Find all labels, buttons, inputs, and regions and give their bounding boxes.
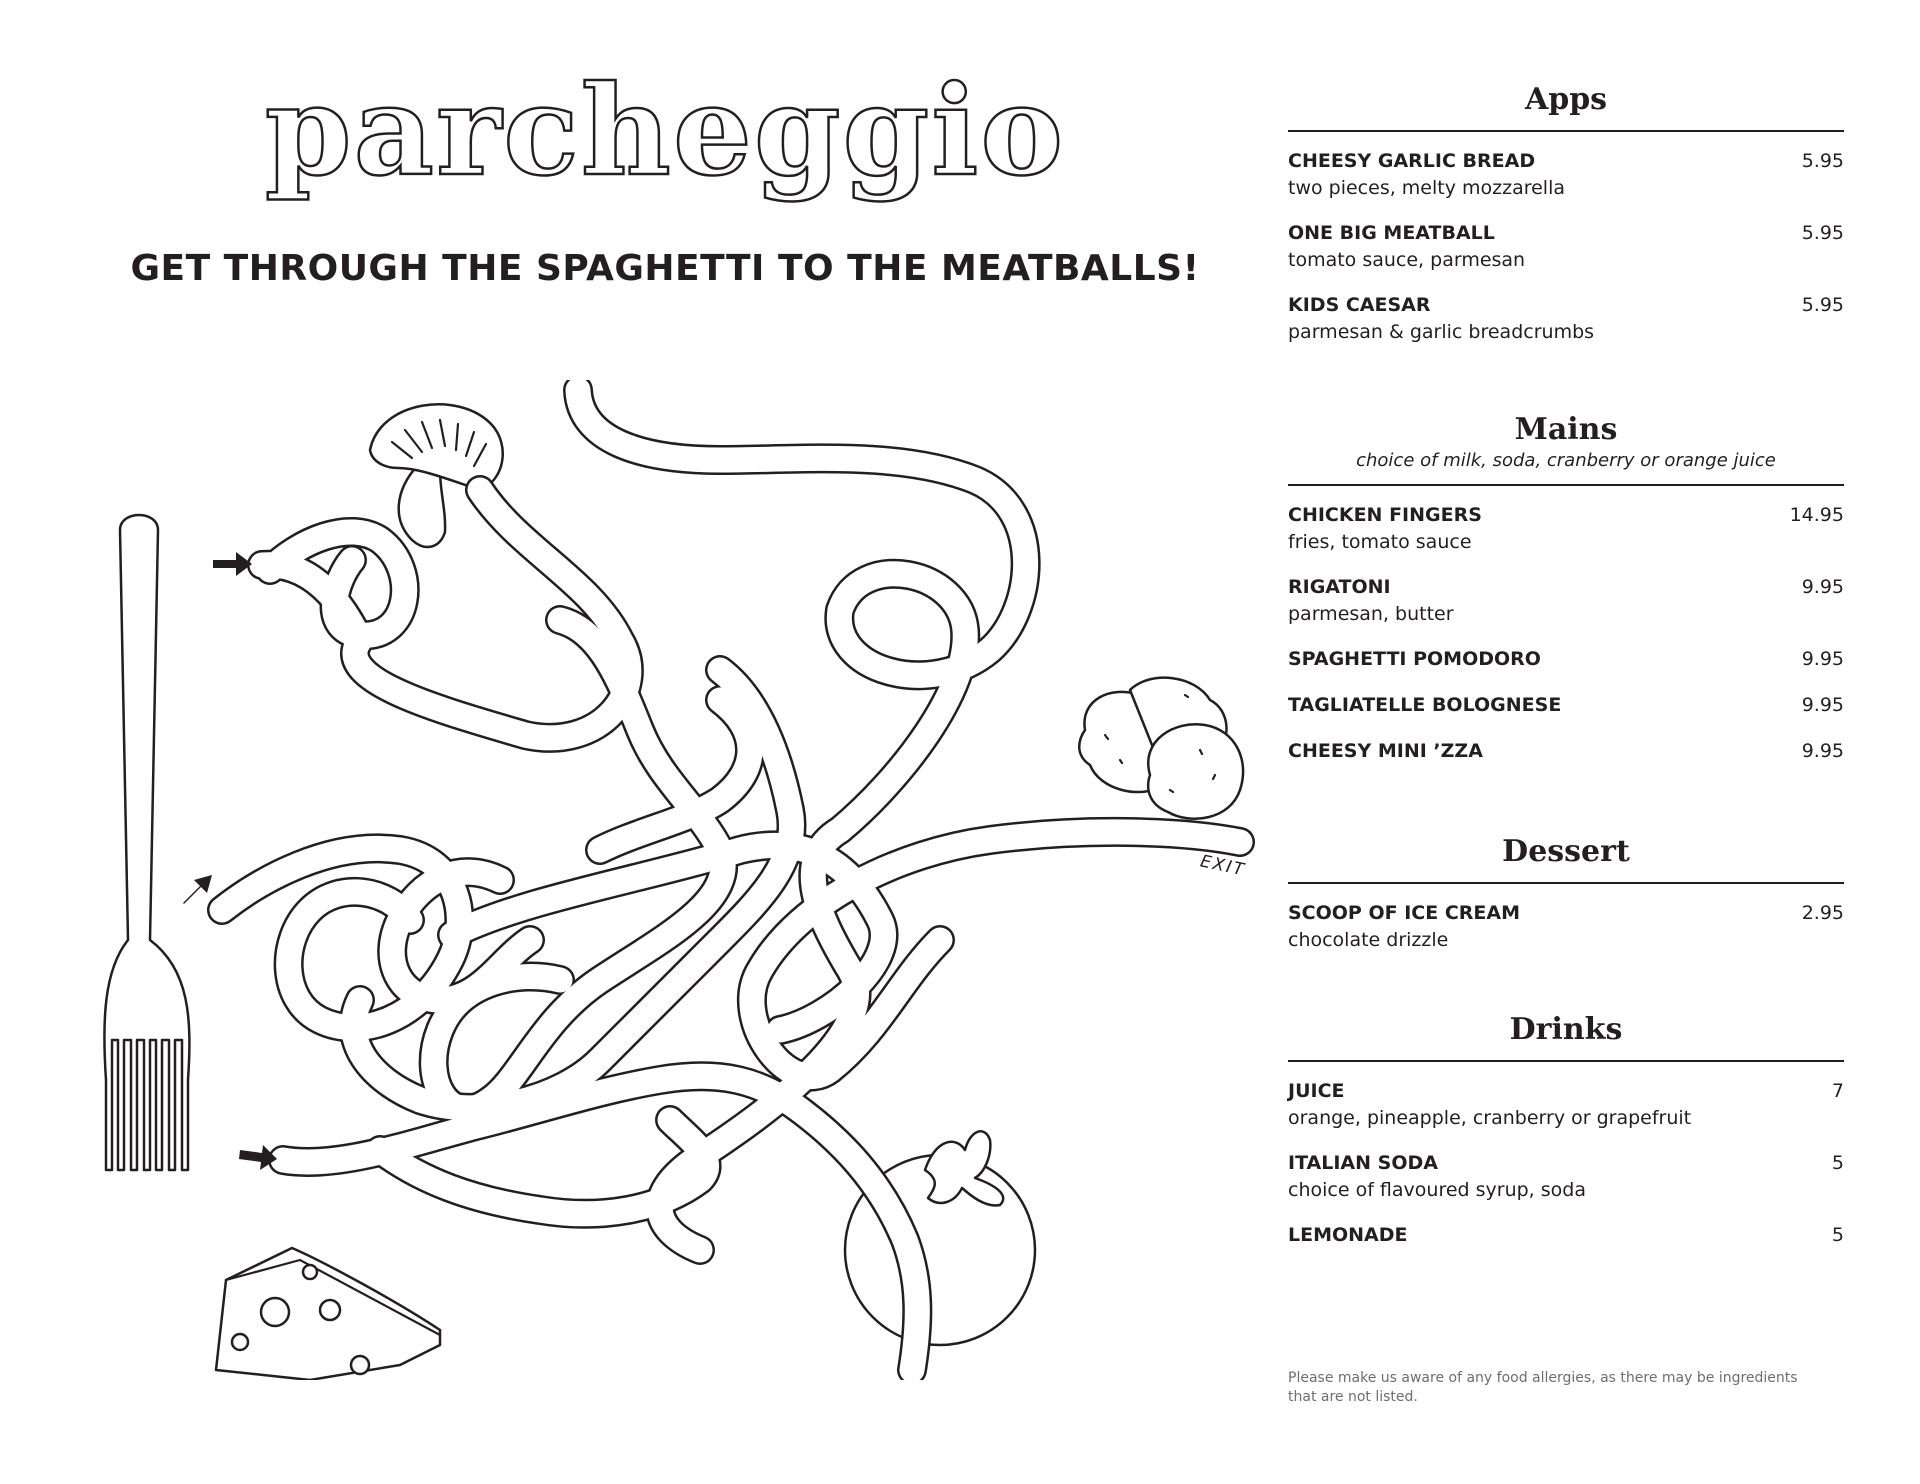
menu-section-apps [1288,80,1844,346]
item-price: 9.95 [1801,648,1844,670]
item-price: 5 [1831,1224,1844,1246]
item-price: 14.95 [1789,504,1844,526]
item-description: parmesan, butter [1288,603,1454,625]
maze-headline: GET THROUGH THE SPAGHETTI TO THE MEATBALLS! [130,248,1200,289]
menu-item [1288,900,1844,954]
maze-exit-label: EXIT [1198,851,1248,881]
item-description: tomato sauce, parmesan [1288,249,1526,271]
section-title: Dessert [1502,834,1630,869]
menu-item [1288,692,1844,718]
menu-item [1288,1078,1844,1132]
item-name: JUICE [1288,1080,1345,1102]
item-price: 5.95 [1801,222,1844,244]
start-arrow-icon [213,552,252,576]
menu-item [1288,1150,1844,1204]
item-price: 2.95 [1801,902,1844,924]
section-divider [1288,882,1844,884]
section-title: Drinks [1509,1012,1623,1047]
item-name: CHICKEN FINGERS [1288,504,1482,526]
menu-item [1288,220,1844,274]
menu-section-dessert [1288,832,1844,954]
item-price: 9.95 [1801,740,1844,762]
item-price: 5.95 [1801,294,1844,316]
menu-item [1288,502,1844,556]
section-divider [1288,130,1844,132]
item-name: TAGLIATELLE BOLOGNESE [1288,694,1562,716]
item-name: RIGATONI [1288,576,1391,598]
section-divider [1288,484,1844,486]
menu-item [1288,574,1844,628]
item-price: 5.95 [1801,150,1844,172]
item-description: fries, tomato sauce [1288,531,1472,553]
item-description: orange, pineapple, cranberry or grapefruit [1288,1107,1692,1129]
item-name: SPAGHETTI POMODORO [1288,648,1541,670]
cheese-icon [216,1248,440,1380]
item-name: LEMONADE [1288,1224,1408,1246]
menu-section-drinks [1288,1010,1844,1248]
spaghetti-maze[interactable] [0,380,1270,1380]
item-name: ITALIAN SODA [1288,1152,1438,1174]
item-description: parmesan & garlic breadcrumbs [1288,321,1595,343]
item-price: 7 [1831,1080,1844,1102]
meatballs-icon [1079,678,1243,819]
spaghetti-strands[interactable] [222,390,1240,1370]
item-description: choice of flavoured syrup, soda [1288,1179,1586,1201]
section-divider [1288,1060,1844,1062]
section-note: choice of milk, soda, cranberry or orange juice [1356,450,1776,471]
fork-icon [104,515,189,1170]
item-name: KIDS CAESAR [1288,294,1431,316]
item-name: CHEESY MINI ’ZZA [1288,740,1483,762]
menu-section-mains [1288,410,1844,764]
start-arrow-icon [183,875,212,904]
brand-logo: parcheggio [264,59,1066,204]
item-description: two pieces, melty mozzarella [1288,177,1566,199]
item-price: 5 [1831,1152,1844,1174]
item-name: SCOOP OF ICE CREAM [1288,902,1520,924]
menu-item [1288,1222,1844,1248]
item-description: chocolate drizzle [1288,929,1449,951]
menu-item [1288,738,1844,764]
menu-item [1288,646,1844,672]
item-name: CHEESY GARLIC BREAD [1288,150,1536,172]
item-price: 9.95 [1801,576,1844,598]
section-title: Apps [1524,82,1608,117]
section-title: Mains [1514,412,1618,447]
item-price: 9.95 [1801,694,1844,716]
allergy-disclaimer: Please make us aware of any food allergies, as there may be ingredients that are not listed. [1288,1370,1798,1405]
menu-item [1288,148,1844,202]
menu-item [1288,292,1844,346]
item-name: ONE BIG MEATBALL [1288,222,1495,244]
